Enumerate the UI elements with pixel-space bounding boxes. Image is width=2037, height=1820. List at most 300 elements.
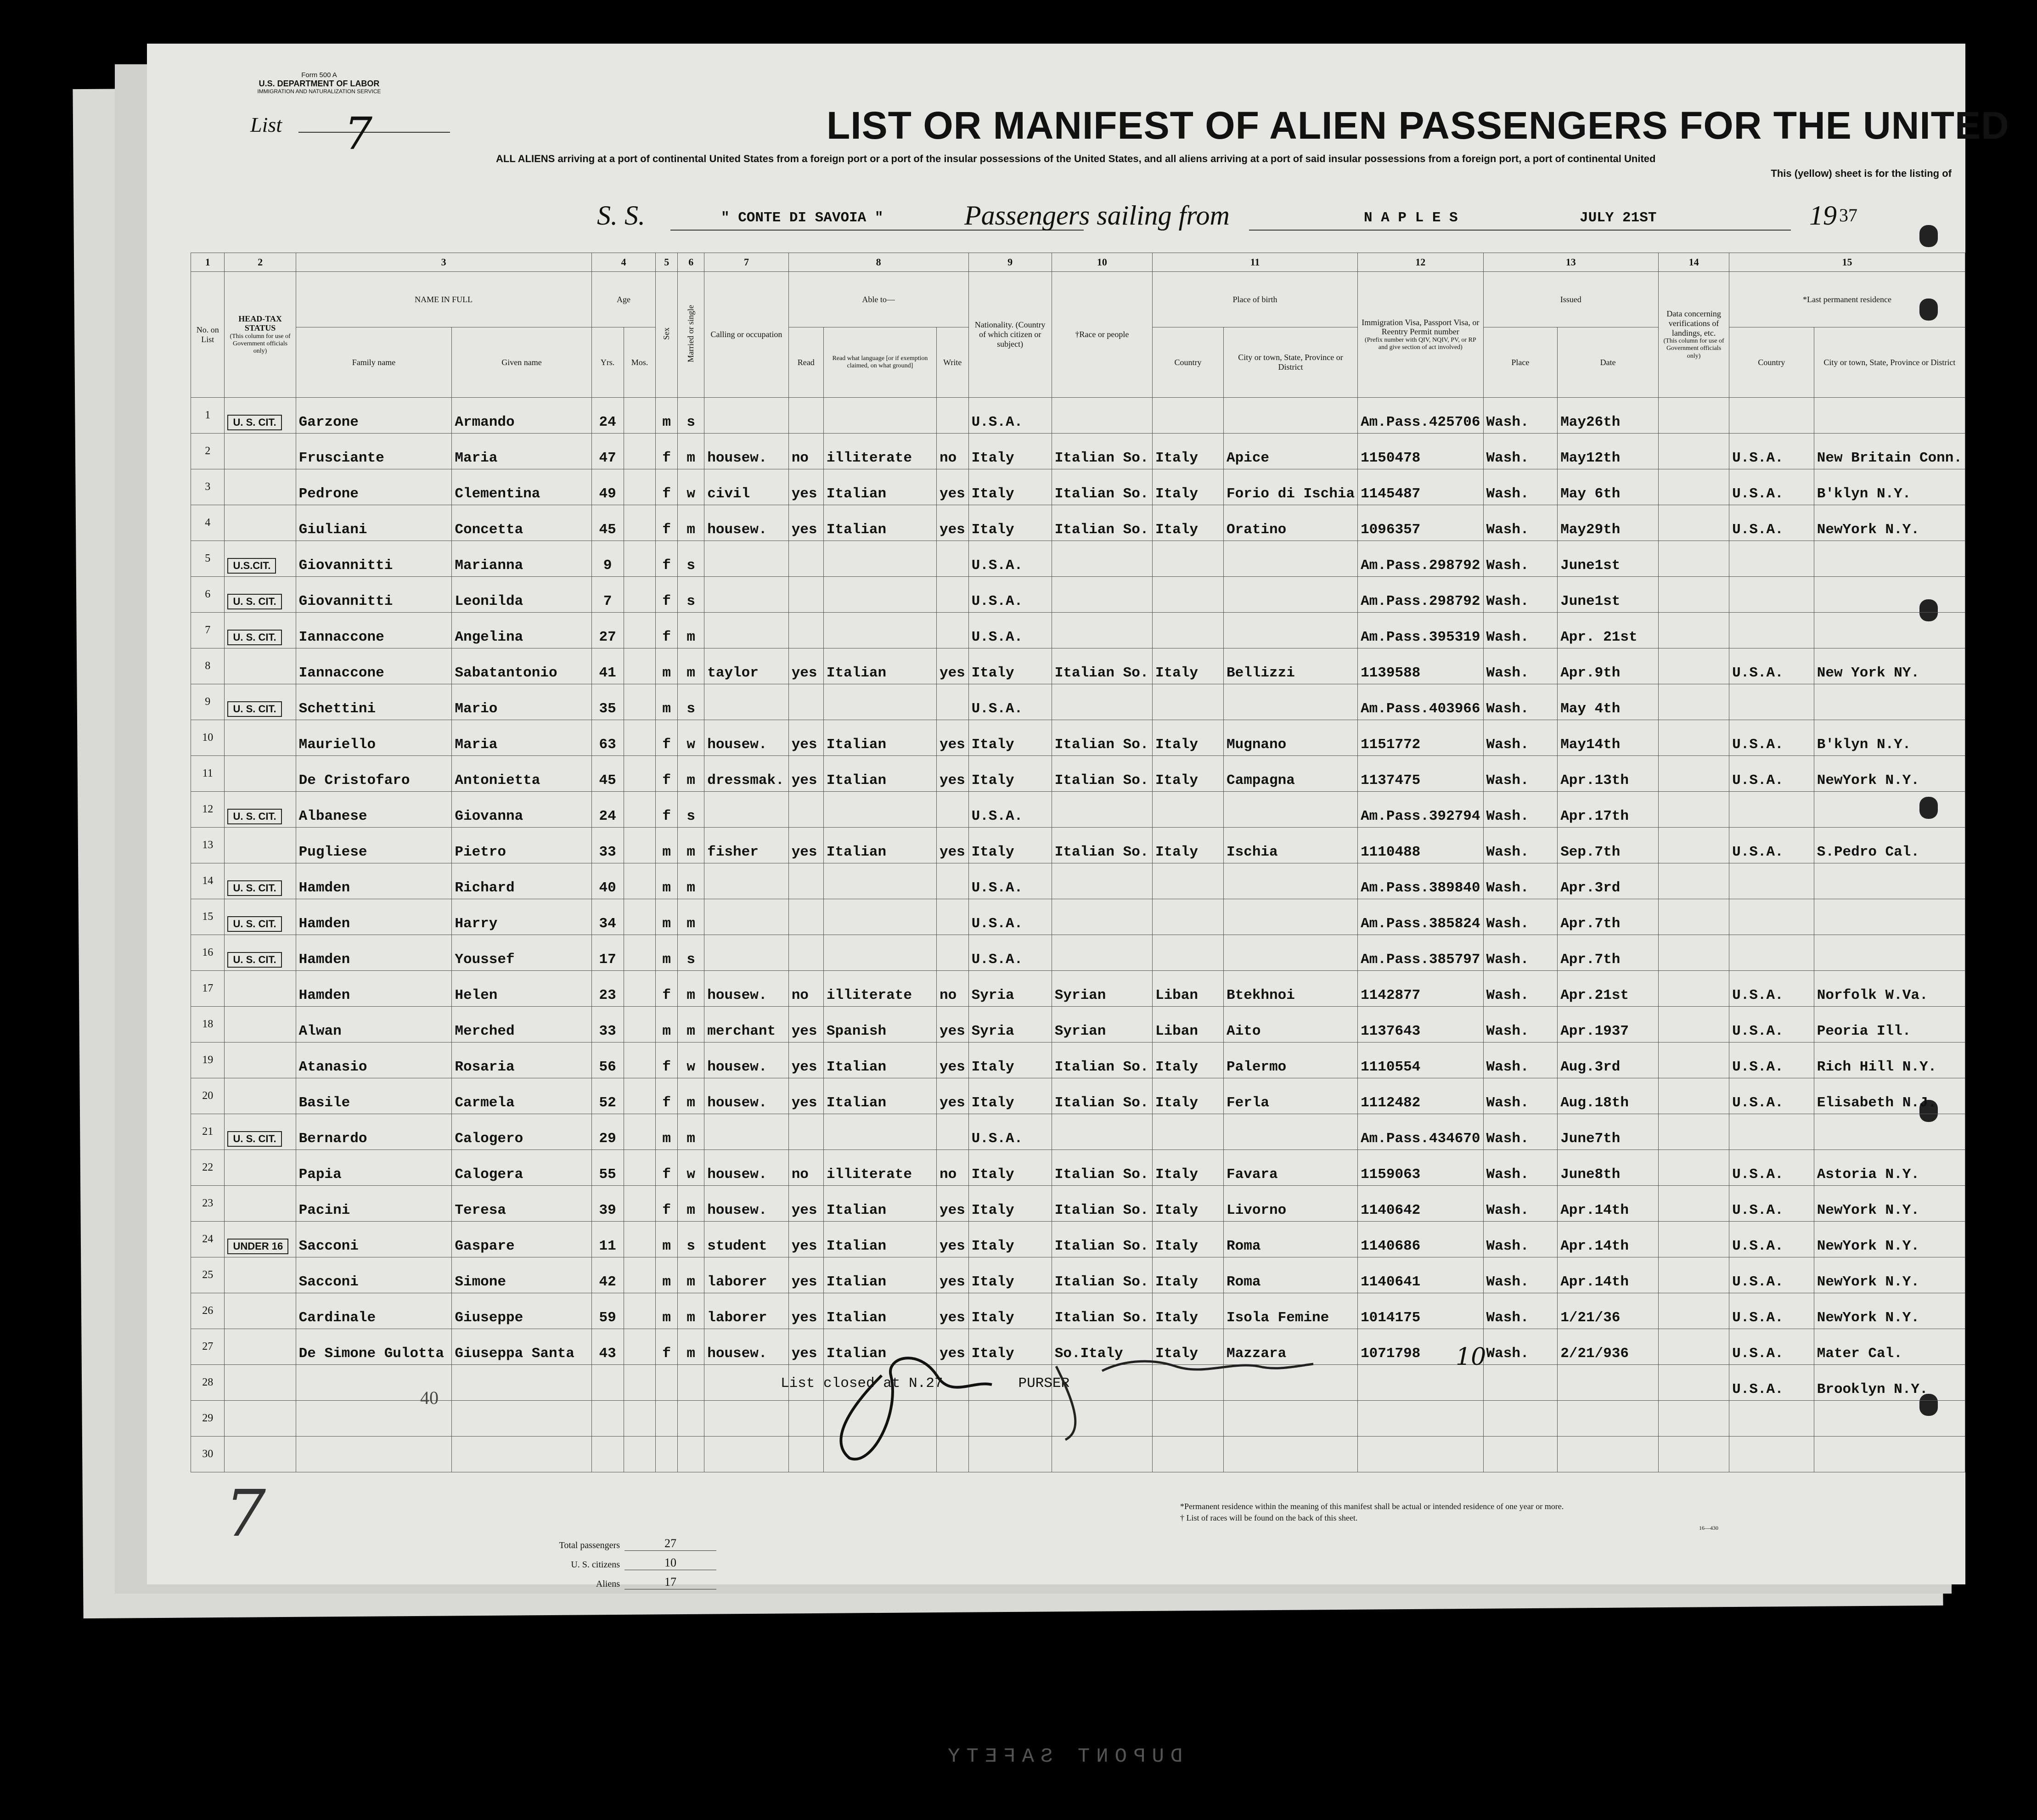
cell-visa: 1140641 — [1358, 1257, 1483, 1293]
cell-read: yes — [788, 505, 823, 541]
cell-ms: m — [678, 971, 704, 1007]
port-name: N A P L E S — [1364, 210, 1458, 226]
cell-family: Albanese — [296, 792, 452, 828]
cell-rcity: NewYork N.Y. — [1814, 756, 1965, 792]
cell-occ: housew. — [704, 720, 788, 756]
cell-ms: m — [678, 648, 704, 684]
cell-write: yes — [936, 1042, 968, 1078]
cell-visa: 1112482 — [1358, 1078, 1483, 1114]
cell-write — [936, 1114, 968, 1150]
cell-idate: Apr.9th — [1558, 648, 1659, 684]
cell-idate — [1558, 1437, 1659, 1472]
cell-mos — [624, 613, 656, 648]
header-verification — [1659, 272, 1729, 398]
cell-bcity: Favara — [1224, 1150, 1358, 1186]
colnum: 15 — [1729, 253, 1965, 272]
cell-lang: Italian — [823, 469, 936, 505]
cell-age: 23 — [591, 971, 624, 1007]
row-number: 1 — [191, 398, 225, 434]
table-row — [191, 1186, 1965, 1222]
cell-rcity: New York NY. — [1814, 648, 1965, 684]
cell-mos — [624, 541, 656, 577]
manifest-table — [191, 253, 1965, 1472]
cell-race: Italian So. — [1052, 505, 1152, 541]
cell-lang — [823, 398, 936, 434]
cell-idate: Apr.1937 — [1558, 1007, 1659, 1042]
cell-bcountry: Italy — [1152, 828, 1223, 863]
header-calling: Calling or occupation — [704, 272, 788, 398]
header-married — [678, 272, 704, 398]
header-age: Age — [591, 272, 656, 327]
cell-age — [591, 1437, 624, 1472]
cell-place: Wash. — [1483, 434, 1558, 469]
cell-status — [225, 505, 296, 541]
cell-nat: Italy — [968, 505, 1052, 541]
cell-visa — [1358, 1437, 1483, 1472]
cell-family: Pugliese — [296, 828, 452, 863]
cell-rcity — [1814, 899, 1965, 935]
cell-bcity — [1224, 541, 1358, 577]
cell-race: Italian So. — [1052, 469, 1152, 505]
cell-age: 42 — [591, 1257, 624, 1293]
status-stamp: U. S. CIT. — [227, 916, 281, 932]
cell-read: yes — [788, 469, 823, 505]
table-row — [191, 648, 1965, 684]
cell-status — [225, 1329, 296, 1365]
cell-bcity — [1224, 398, 1358, 434]
cell-family: Giuliani — [296, 505, 452, 541]
cell-write — [936, 577, 968, 613]
cell-bcity: Campagna — [1224, 756, 1358, 792]
cell-bcountry: Italy — [1152, 720, 1223, 756]
cell-idate: Apr. 21st — [1558, 613, 1659, 648]
cell-nat: Italy — [968, 434, 1052, 469]
cell-rcountry — [1729, 935, 1814, 971]
colnum: 6 — [678, 253, 704, 272]
cell-write — [936, 935, 968, 971]
cell-bcountry — [1152, 792, 1223, 828]
cell-nat: U.S.A. — [968, 863, 1052, 899]
table-row — [191, 1257, 1965, 1293]
cell-place: Wash. — [1483, 971, 1558, 1007]
cell-verify — [1659, 792, 1729, 828]
cell-status — [225, 720, 296, 756]
status-stamp: U. S. CIT. — [227, 952, 281, 968]
cell-rcity: NewYork N.Y. — [1814, 1186, 1965, 1222]
cell-lang: illiterate — [823, 971, 936, 1007]
cell-race — [1052, 899, 1152, 935]
cell-given: Simone — [452, 1257, 591, 1293]
cell-bcity — [1224, 863, 1358, 899]
header-residence-city: City or town, State, Province or District — [1814, 327, 1965, 398]
cell-ms: s — [678, 792, 704, 828]
cell-status — [225, 1078, 296, 1114]
cell-race: So.Italy — [1052, 1329, 1152, 1365]
cell-race: Italian So. — [1052, 1257, 1152, 1293]
cell-family: De Cristofaro — [296, 756, 452, 792]
table-row — [191, 1222, 1965, 1257]
cell-rcity: Mater Cal. — [1814, 1329, 1965, 1365]
cell-occ: housew. — [704, 434, 788, 469]
cell-status — [225, 541, 296, 577]
cell-rcountry: U.S.A. — [1729, 1042, 1814, 1078]
row-number: 8 — [191, 648, 225, 684]
cell-sex: m — [656, 1007, 678, 1042]
cell-status — [225, 469, 296, 505]
cell-ms: m — [678, 899, 704, 935]
cell-age: 17 — [591, 935, 624, 971]
cell-rcountry — [1729, 541, 1814, 577]
cell-mos — [624, 1222, 656, 1257]
cell-bcity: Apice — [1224, 434, 1358, 469]
cell-bcity — [1224, 613, 1358, 648]
cell-occ: housew. — [704, 1329, 788, 1365]
cell-place: Wash. — [1483, 1042, 1558, 1078]
cell-lang — [823, 935, 936, 971]
cell-visa: 1151772 — [1358, 720, 1483, 756]
cell-nat: Italy — [968, 1078, 1052, 1114]
cell-idate: June1st — [1558, 577, 1659, 613]
cell-status — [225, 1257, 296, 1293]
header-write: Write — [936, 327, 968, 398]
cell-nat: Italy — [968, 828, 1052, 863]
cell-bcountry: Italy — [1152, 505, 1223, 541]
cell-place: Wash. — [1483, 899, 1558, 935]
footnote-races: † List of races will be found on the back of this sheet. — [1180, 1513, 1358, 1522]
table-row — [191, 1007, 1965, 1042]
table-row — [191, 1114, 1965, 1150]
cell-ms: m — [678, 828, 704, 863]
cell-write: yes — [936, 1078, 968, 1114]
cell-race: Syrian — [1052, 1007, 1152, 1042]
cell-bcity: Livorno — [1224, 1186, 1358, 1222]
row-number: 19 — [191, 1042, 225, 1078]
cell-race: Italian So. — [1052, 756, 1152, 792]
mirrored-film-edge-text: DUPONT SAFETY — [941, 1745, 1183, 1768]
cell-write: yes — [936, 828, 968, 863]
cell-nat: Italy — [968, 756, 1052, 792]
cell-rcountry: U.S.A. — [1729, 1186, 1814, 1222]
row-number: 30 — [191, 1437, 225, 1472]
sailing-label: Passengers sailing from — [964, 200, 1230, 231]
cell-sex: m — [656, 863, 678, 899]
cell-idate: Aug.18th — [1558, 1078, 1659, 1114]
row-number: 29 — [191, 1401, 225, 1437]
cell-verify — [1659, 1365, 1729, 1401]
cell-sex: m — [656, 398, 678, 434]
cell-given: Merched — [452, 1007, 591, 1042]
cell-sex: f — [656, 1329, 678, 1365]
table-row — [191, 1078, 1965, 1114]
cell-mos — [624, 684, 656, 720]
cell-sex: f — [656, 577, 678, 613]
cell-verify — [1659, 1078, 1729, 1114]
cell-bcountry — [1152, 577, 1223, 613]
cell-bcountry — [1152, 684, 1223, 720]
cell-ms: m — [678, 863, 704, 899]
cell-verify — [1659, 541, 1729, 577]
cell-verify — [1659, 469, 1729, 505]
colnum: 13 — [1483, 253, 1659, 272]
cell-verify — [1659, 577, 1729, 613]
header-visa-note: (Prefix number with QIV, NQIV, PV, or RP and give section of act involved) — [1364, 337, 1476, 351]
page-mark: 40 — [420, 1387, 439, 1408]
cell-status — [225, 828, 296, 863]
cell-rcountry: U.S.A. — [1729, 1365, 1814, 1401]
column-number-row — [191, 253, 1965, 272]
cell-race — [1052, 792, 1152, 828]
cell-place: Wash. — [1483, 1007, 1558, 1042]
cell-idate: Apr.14th — [1558, 1257, 1659, 1293]
cell-rcountry: U.S.A. — [1729, 828, 1814, 863]
cell-bcity: Bellizzi — [1224, 648, 1358, 684]
header-verification-note: (This column for use of Government officials only) — [1663, 338, 1724, 360]
header-family-name: Family name — [296, 327, 452, 398]
cell-bcountry — [1152, 863, 1223, 899]
cell-bcity: Forio di Ischia — [1224, 469, 1358, 505]
cell-race: Italian So. — [1052, 1042, 1152, 1078]
cell-sex: f — [656, 541, 678, 577]
cell-visa: 1137475 — [1358, 756, 1483, 792]
cell-race: Syrian — [1052, 971, 1152, 1007]
cell-ms: m — [678, 1078, 704, 1114]
cell-place: Wash. — [1483, 398, 1558, 434]
cell-occ: housew. — [704, 971, 788, 1007]
cell-idate — [1558, 1401, 1659, 1437]
cell-mos — [624, 720, 656, 756]
cell-lang — [823, 541, 936, 577]
status-stamp: U. S. CIT. — [227, 880, 281, 896]
cell-place: Wash. — [1483, 684, 1558, 720]
cell-rcountry — [1729, 863, 1814, 899]
cell-idate: Apr.3rd — [1558, 863, 1659, 899]
cell-nat: Italy — [968, 1222, 1052, 1257]
cell-write — [936, 863, 968, 899]
cell-read: yes — [788, 1329, 823, 1365]
row-number: 7 — [191, 613, 225, 648]
cell-ms — [678, 1401, 704, 1437]
cell-family: Frusciante — [296, 434, 452, 469]
cell-sex: f — [656, 756, 678, 792]
cell-idate: May14th — [1558, 720, 1659, 756]
cell-age: 59 — [591, 1293, 624, 1329]
cell-given — [452, 1437, 591, 1472]
header-issued-date: Date — [1558, 327, 1659, 398]
cell-visa: Am.Pass.434670 — [1358, 1114, 1483, 1150]
cell-lang: Italian — [823, 828, 936, 863]
cell-occ — [704, 613, 788, 648]
row-number: 26 — [191, 1293, 225, 1329]
cell-place: Wash. — [1483, 1078, 1558, 1114]
cell-race: Italian So. — [1052, 434, 1152, 469]
cell-visa: 1096357 — [1358, 505, 1483, 541]
row-number: 16 — [191, 935, 225, 971]
header-sex — [656, 272, 678, 398]
passenger-rows — [191, 398, 1965, 1472]
cell-place: Wash. — [1483, 720, 1558, 756]
row-number: 3 — [191, 469, 225, 505]
table-row — [191, 792, 1965, 828]
cell-lang: illiterate — [823, 1150, 936, 1186]
cell-occ: fisher — [704, 828, 788, 863]
header-row-top — [191, 272, 1965, 327]
cell-age — [591, 1365, 624, 1401]
cell-read — [788, 541, 823, 577]
cell-verify — [1659, 863, 1729, 899]
cell-rcountry: U.S.A. — [1729, 1150, 1814, 1186]
cell-visa — [1358, 1401, 1483, 1437]
cell-nat: U.S.A. — [968, 613, 1052, 648]
cell-rcity: Astoria N.Y. — [1814, 1150, 1965, 1186]
cell-idate: May29th — [1558, 505, 1659, 541]
cell-nat: Italy — [968, 720, 1052, 756]
total-passengers-label: Total passengers — [559, 1540, 620, 1550]
cell-status — [225, 863, 296, 899]
page-subtitle: ALL ALIENS arriving at a port of continental United States from a foreign port or a port of the insular possessions of the United States, and all aliens arriving at a port of said insular possessions from a foreign port, a port of continental United — [496, 153, 1656, 164]
row-number: 12 — [191, 792, 225, 828]
cell-status — [225, 1437, 296, 1472]
cell-nat: U.S.A. — [968, 935, 1052, 971]
cell-bcountry: Liban — [1152, 1007, 1223, 1042]
cell-race: Italian So. — [1052, 1186, 1152, 1222]
cell-write: yes — [936, 469, 968, 505]
colnum: 1 — [191, 253, 225, 272]
header-yrs: Yrs. — [591, 327, 624, 398]
header-head-tax — [225, 272, 296, 398]
cell-given: Rosaria — [452, 1042, 591, 1078]
cell-idate: June1st — [1558, 541, 1659, 577]
cell-rcountry: U.S.A. — [1729, 1222, 1814, 1257]
row-number: 14 — [191, 863, 225, 899]
cell-place: Wash. — [1483, 1186, 1558, 1222]
cell-occ: student — [704, 1222, 788, 1257]
cell-sex: m — [656, 1222, 678, 1257]
cell-verify — [1659, 648, 1729, 684]
purser-signature — [841, 1358, 992, 1459]
cell-idate: May12th — [1558, 434, 1659, 469]
cell-verify — [1659, 1401, 1729, 1437]
cell-family: Giovannitti — [296, 541, 452, 577]
cell-nat: Italy — [968, 1150, 1052, 1186]
header-issued: Issued — [1483, 272, 1659, 327]
cell-nat: U.S.A. — [968, 398, 1052, 434]
colnum: 10 — [1052, 253, 1152, 272]
cell-rcountry — [1729, 613, 1814, 648]
cell-idate: June7th — [1558, 1114, 1659, 1150]
cell-lang — [823, 613, 936, 648]
cell-given: Clementina — [452, 469, 591, 505]
cell-ms: s — [678, 541, 704, 577]
cell-lang — [823, 792, 936, 828]
table-row — [191, 613, 1965, 648]
cell-bcity: Ischia — [1224, 828, 1358, 863]
cell-sex: m — [656, 828, 678, 863]
cell-ms: s — [678, 1222, 704, 1257]
colnum: 7 — [704, 253, 788, 272]
cell-sex: f — [656, 505, 678, 541]
table-row — [191, 1150, 1965, 1186]
table-row — [191, 863, 1965, 899]
header-visa — [1358, 272, 1483, 398]
cell-visa: 1142877 — [1358, 971, 1483, 1007]
cell-write: yes — [936, 1293, 968, 1329]
cell-mos — [624, 1078, 656, 1114]
cell-bcity: Isola Femine — [1224, 1293, 1358, 1329]
cell-mos — [624, 1365, 656, 1401]
cell-race — [1052, 935, 1152, 971]
cell-bcity — [1224, 1114, 1358, 1150]
cell-occ — [704, 541, 788, 577]
cell-race: Italian So. — [1052, 1078, 1152, 1114]
sailing-date: JULY 21ST — [1580, 210, 1657, 226]
cell-rcity: S.Pedro Cal. — [1814, 828, 1965, 863]
cell-rcity — [1814, 1437, 1965, 1472]
cell-ms — [678, 1365, 704, 1401]
cell-mos — [624, 1401, 656, 1437]
cell-sex: m — [656, 935, 678, 971]
cell-given: Maria — [452, 434, 591, 469]
cell-write: no — [936, 1150, 968, 1186]
row-number: 9 — [191, 684, 225, 720]
cell-bcity — [1224, 684, 1358, 720]
table-row — [191, 398, 1965, 434]
cell-mos — [624, 899, 656, 935]
cell-age: 55 — [591, 1150, 624, 1186]
cell-race — [1052, 863, 1152, 899]
header-read: Read — [788, 327, 823, 398]
cell-family: Schettini — [296, 684, 452, 720]
cell-rcountry: U.S.A. — [1729, 971, 1814, 1007]
cell-age: 24 — [591, 398, 624, 434]
cell-status — [225, 1114, 296, 1150]
cell-given: Calogero — [452, 1114, 591, 1150]
row-number: 17 — [191, 971, 225, 1007]
cell-read — [788, 863, 823, 899]
cell-rcity: NewYork N.Y. — [1814, 1293, 1965, 1329]
totals-block — [505, 1532, 716, 1589]
cell-nat: Italy — [968, 1257, 1052, 1293]
header-mos: Mos. — [624, 327, 656, 398]
cell-rcity: Peoria Ill. — [1814, 1007, 1965, 1042]
cell-place: Wash. — [1483, 1257, 1558, 1293]
cell-verify — [1659, 1007, 1729, 1042]
us-citizens-value: 10 — [625, 1556, 716, 1570]
cell-sex — [656, 1401, 678, 1437]
cell-nat: Italy — [968, 469, 1052, 505]
ss-label: S. S. — [597, 200, 645, 231]
cell-ms: m — [678, 505, 704, 541]
cell-race: Italian So. — [1052, 1222, 1152, 1257]
cell-read — [788, 684, 823, 720]
total-passengers-value: 27 — [625, 1537, 716, 1551]
cell-read: no — [788, 1150, 823, 1186]
cell-ms: m — [678, 1114, 704, 1150]
cell-lang: Italian — [823, 1222, 936, 1257]
cell-lang: Italian — [823, 756, 936, 792]
cell-lang: Italian — [823, 1257, 936, 1293]
cell-verify — [1659, 1329, 1729, 1365]
cell-rcountry — [1729, 1114, 1814, 1150]
row-number: 27 — [191, 1329, 225, 1365]
cell-ms: w — [678, 720, 704, 756]
cell-place: Wash. — [1483, 469, 1558, 505]
cell-status — [225, 935, 296, 971]
table-row — [191, 505, 1965, 541]
cell-idate: Apr.21st — [1558, 971, 1659, 1007]
cell-idate: Aug.3rd — [1558, 1042, 1659, 1078]
cell-rcountry — [1729, 577, 1814, 613]
cell-family: Iannaccone — [296, 613, 452, 648]
